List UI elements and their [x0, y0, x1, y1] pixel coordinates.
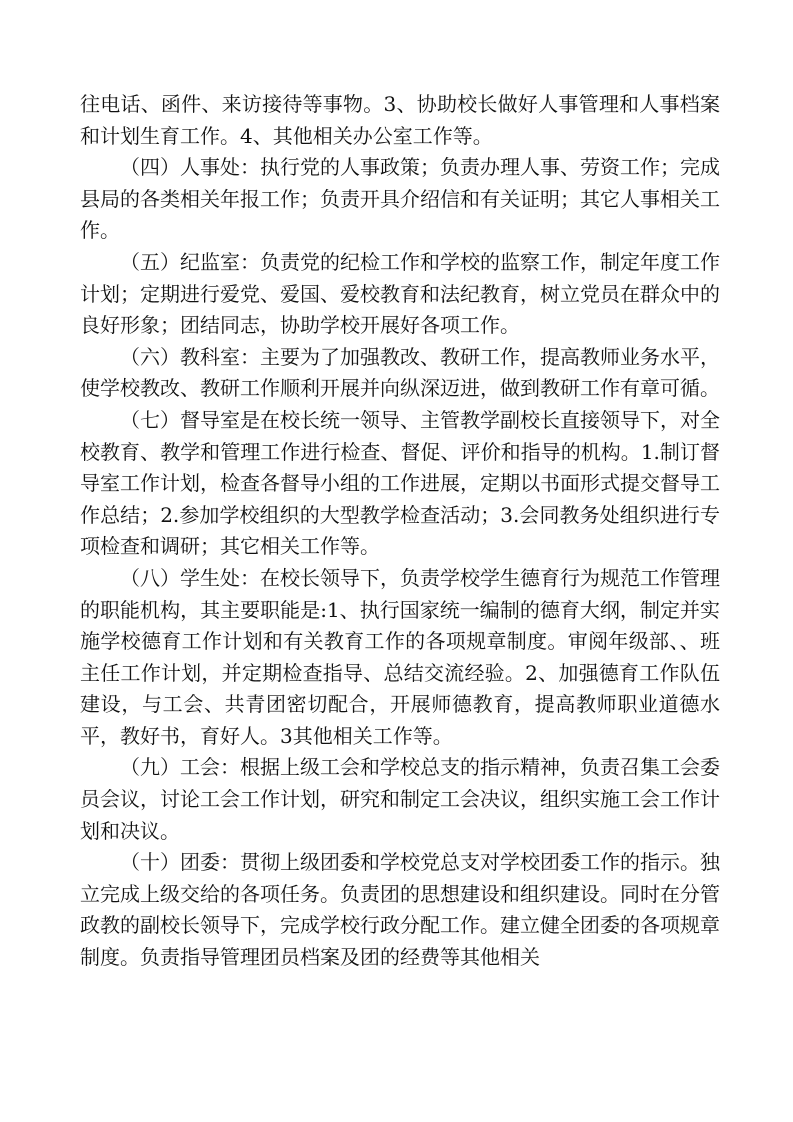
paragraph-trade-union: （九）工会：根据上级工会和学校总支的指示精神，负责召集工会委员会议，讨论工会工作计划，研究和制定工会决议，组织实施工会工作计划和决议。 [80, 755, 720, 843]
paragraph-supervision-office: （七）督导室是在校长统一领导、主管教学副校长直接领导下，对全校教育、教学和管理工作进行检查、督促、评价和指导的机构。1.制订督导室工作计划，检查各督导小组的工作进展，定期以书面形式提交督导工作总结；2.参加学校组织的大型教学检查活动；3.会同教务处组织进行专项检查和调研；其它相关工作等。 [80, 407, 720, 559]
paragraph-research-office: （六）教科室：主要为了加强教改、教研工作，提高教师业务水平，使学校教改、教研工作顺利开展并向纵深迈进，做到教研工作有章可循。 [80, 344, 720, 401]
paragraph-student-office: （八）学生处：在校长领导下，负责学校学生德育行为规范工作管理的职能机构，其主要职能是:1、执行国家统一编制的德育大纲，制定并实施学校德育工作计划和有关教育工作的各项规章制度。审阅年级部、、班主任工作计划，并定期检查指导、总结交流经验。2、加强德育工作队伍建设，与工会、共青团密切配合，开展师德教育，提高教师职业道德水平，教好书，育好人。3其他相关工作等。 [80, 565, 720, 748]
document-page [80, 89, 720, 974]
paragraph-youth-league: （十）团委：贯彻上级团委和学校党总支对学校团委工作的指示。独立完成上级交给的各项任务。负责团的思想建设和组织建设。同时在分管政教的副校长领导下，完成学校行政分配工作。建立健全团委的各项规章制度。负责指导管理团员档案及团的经费等其他相关 [80, 850, 720, 970]
paragraph-office-continued: 往电话、函件、来访接待等事物。3、协助校长做好人事管理和人事档案和计划生育工作。4、其他相关办公室工作等。 [80, 92, 720, 148]
paragraph-personnel-office: （四）人事处：执行党的人事政策；负责办理人事、劳资工作；完成县局的各类相关年报工作；负责开具介绍信和有关证明；其它人事相关工作。 [80, 155, 720, 243]
paragraph-discipline-office: （五）纪监室：负责党的纪检工作和学校的监察工作，制定年度工作计划；定期进行爱党、爱国、爱校教育和法纪教育，树立党员在群众中的良好形象；团结同志，协助学校开展好各项工作。 [80, 249, 720, 338]
